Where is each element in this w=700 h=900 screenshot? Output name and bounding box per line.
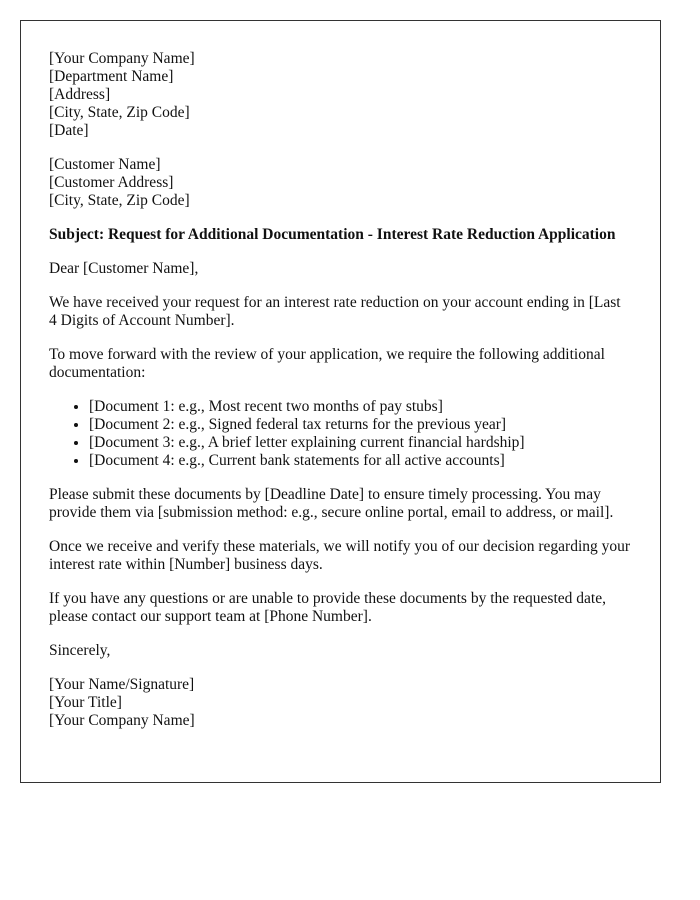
signature-name: [Your Name/Signature] (49, 676, 195, 693)
deadline-paragraph: Please submit these documents by [Deadline Date] to ensure timely processing. You may provide them via [submission method: e.g., secure online portal, email to address, or mail]. (49, 486, 614, 521)
letter-document (20, 20, 661, 783)
documents-list (49, 398, 632, 470)
document-item: • [Document 3: e.g., A brief letter explaining current financial hardship] (89, 434, 632, 452)
recipient-block (49, 156, 632, 210)
requirement-paragraph: To move forward with the review of your application, we require the following additional documentation: (49, 346, 605, 381)
contact-paragraph: If you have any questions or are unable to provide these documents by the requested date, please contact our support team at [Phone Number]. (49, 590, 606, 625)
signature-block (49, 676, 632, 730)
signature-company: [Your Company Name] (49, 712, 195, 729)
salutation: Dear [Customer Name], (49, 260, 199, 277)
recipient-address: [Customer Address] (49, 174, 174, 191)
sender-address: [Address] (49, 86, 111, 103)
sender-department: [Department Name] (49, 68, 174, 85)
sender-city-state-zip: [City, State, Zip Code] (49, 104, 190, 121)
letter-date: [Date] (49, 122, 89, 139)
signature-title: [Your Title] (49, 694, 122, 711)
subject-line: Subject: Request for Additional Documentation - Interest Rate Reduction Application (49, 226, 616, 243)
recipient-city-state-zip: [City, State, Zip Code] (49, 192, 190, 209)
sender-block (49, 50, 632, 140)
sender-company: [Your Company Name] (49, 50, 195, 67)
document-item: • [Document 4: e.g., Current bank statements for all active accounts] (89, 452, 632, 470)
recipient-name: [Customer Name] (49, 156, 161, 173)
decision-paragraph: Once we receive and verify these materials, we will notify you of our decision regarding your interest rate within [Number] business days. (49, 538, 631, 573)
document-item: • [Document 1: e.g., Most recent two months of pay stubs] (89, 398, 632, 416)
intro-paragraph: We have received your request for an interest rate reduction on your account ending in [Last 4 Digits of Account Number]. (49, 294, 621, 329)
document-item: • [Document 2: e.g., Signed federal tax returns for the previous year] (89, 416, 632, 434)
closing: Sincerely, (49, 642, 111, 659)
